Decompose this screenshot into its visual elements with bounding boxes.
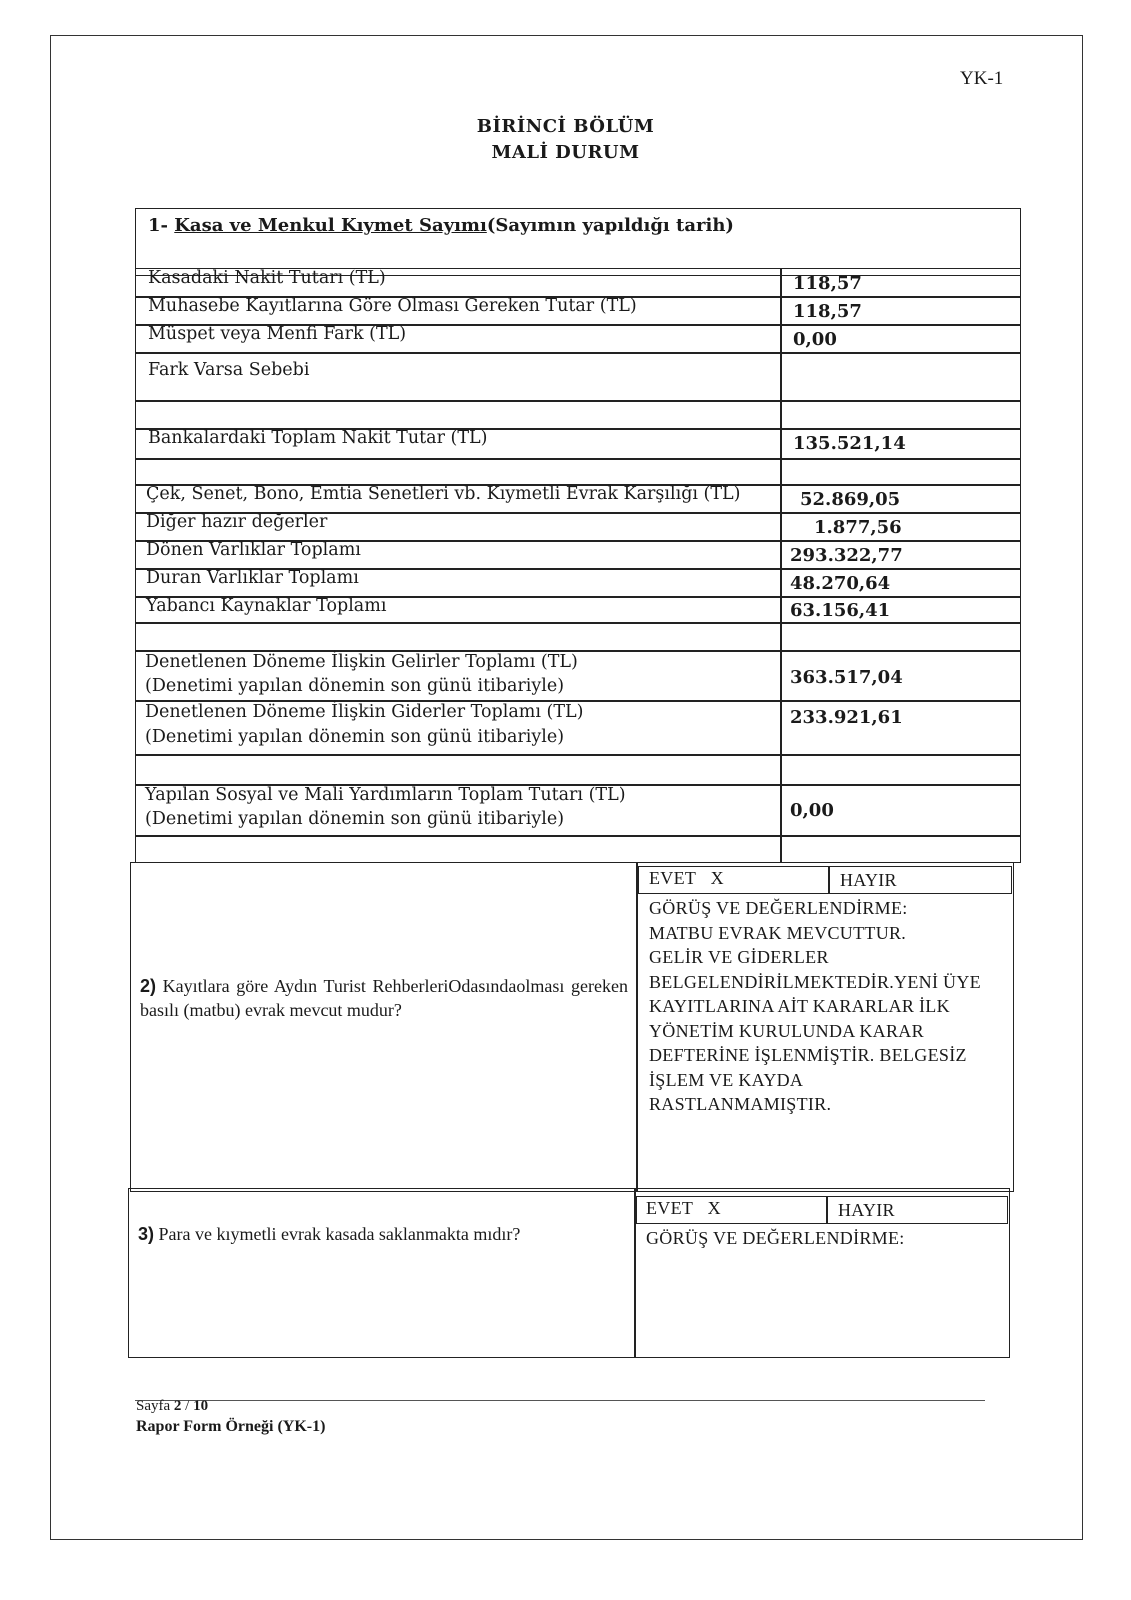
q3-yes-option[interactable]: EVET X: [646, 1198, 721, 1218]
q2-comment-title: GÖRÜŞ VE DEĞERLENDİRME:: [649, 898, 908, 918]
q2-comment-line: İŞLEM VE KAYDA: [649, 1069, 804, 1090]
row-label-difference: Müspet veya Menfi Fark (TL): [148, 324, 407, 344]
row-value-current-assets: 293.322,77: [790, 545, 903, 566]
row-label-cash: Kasadaki Nakit Tutarı (TL): [148, 268, 386, 288]
q3-no-option[interactable]: HAYIR: [838, 1200, 895, 1220]
aid-value: 0,00: [790, 800, 834, 821]
row-label-other-ready-values: Diğer hazır değerler: [146, 512, 328, 532]
q3-question: 3) Para ve kıymetli evrak kasada saklanmakta mıdır?: [138, 1224, 521, 1244]
row-label-difference-reason: Fark Varsa Sebebi: [148, 360, 310, 380]
q2-comment-line: RASTLANMAMIŞTIR.: [649, 1094, 832, 1114]
q2-comment-line: BELGELENDİRİLMEKTEDİR.YENİ ÜYE: [649, 971, 981, 992]
q2-yes-option[interactable]: EVET X: [649, 868, 724, 888]
row-label-current-assets: Dönen Varlıklar Toplamı: [146, 540, 361, 560]
footer-rule: [135, 1400, 985, 1401]
row-value-difference: 0,00: [793, 329, 837, 350]
column-divider: [780, 268, 782, 863]
section1-title: 1- Kasa ve Menkul Kıymet Sayımı(Sayımın yapıldığı tarih): [148, 215, 734, 236]
q2-comment-line: DEFTERİNE İŞLENMİŞTİR. BELGESİZ: [649, 1045, 967, 1065]
row-value-cash: 118,57: [793, 273, 862, 294]
expenses-label-line2: (Denetimi yapılan dönemin son günü itibariyle): [145, 727, 565, 747]
q3-comment-title: GÖRÜŞ VE DEĞERLENDİRME:: [646, 1228, 905, 1248]
q2-no-option[interactable]: HAYIR: [840, 870, 897, 890]
income-label-line2: (Denetimi yapılan dönemin son günü itibariyle): [145, 676, 565, 696]
q3-yes-mark: X: [707, 1198, 721, 1218]
row-value-securities: 52.869,05: [800, 489, 901, 510]
aid-label-line2: (Denetimi yapılan dönemin son günü itibariyle): [145, 809, 565, 829]
row-label-fixed-assets: Duran Varlıklar Toplamı: [146, 568, 359, 588]
row-label-book-amount: Muhasebe Kayıtlarına Göre Olması Gereken Tutar (TL): [148, 296, 637, 316]
footer-page-number: Sayfa 2 / 10: [136, 1398, 209, 1414]
aid-label-line1: Yapılan Sosyal ve Mali Yardımların Toplam Tutarı (TL): [145, 785, 626, 805]
expenses-label-line1: Denetlenen Döneme İlişkin Giderler Toplamı (TL): [145, 702, 584, 722]
row-label-liabilities: Yabancı Kaynaklar Toplamı: [146, 596, 387, 616]
expenses-value: 233.921,61: [790, 707, 903, 728]
row-value-book-amount: 118,57: [793, 301, 862, 322]
q2-comment-line: KAYITLARINA AİT KARARLAR İLK: [649, 996, 950, 1016]
q2-comment: [649, 896, 981, 1117]
row-label-bank-cash: Bankalardaki Toplam Nakit Tutar (TL): [148, 428, 488, 448]
section-subheading: MALİ DURUM: [491, 142, 640, 163]
q2-yes-mark: X: [710, 868, 724, 888]
q2-comment-line: YÖNETİM KURULUNDA KARAR: [649, 1020, 924, 1041]
row-value-liabilities: 63.156,41: [790, 600, 891, 621]
footer-form-name: Rapor Form Örneği (YK-1): [136, 1418, 326, 1435]
section-heading: BİRİNCİ BÖLÜM: [476, 116, 655, 137]
income-label-line1: Denetlenen Döneme İlişkin Gelirler Toplamı (TL): [145, 652, 578, 672]
q2-comment-line: MATBU EVRAK MEVCUTTUR.: [649, 922, 907, 943]
q2-question: 2) Kayıtlara göre Aydın Turist RehberleriOdasındaolması gereken basılı (matbu) evrak mevcut mudur?: [140, 976, 628, 1020]
row-value-bank-cash: 135.521,14: [793, 433, 906, 454]
page-code: YK-1: [960, 68, 1004, 89]
income-value: 363.517,04: [790, 667, 903, 688]
row-value-fixed-assets: 48.270,64: [790, 573, 891, 594]
q2-comment-line: GELİR VE GİDERLER: [649, 947, 829, 967]
row-value-other-ready-values: 1.877,56: [814, 517, 902, 538]
row-label-securities: Çek, Senet, Bono, Emtia Senetleri vb. Kıymetli Evrak Karşılığı (TL): [146, 484, 741, 504]
